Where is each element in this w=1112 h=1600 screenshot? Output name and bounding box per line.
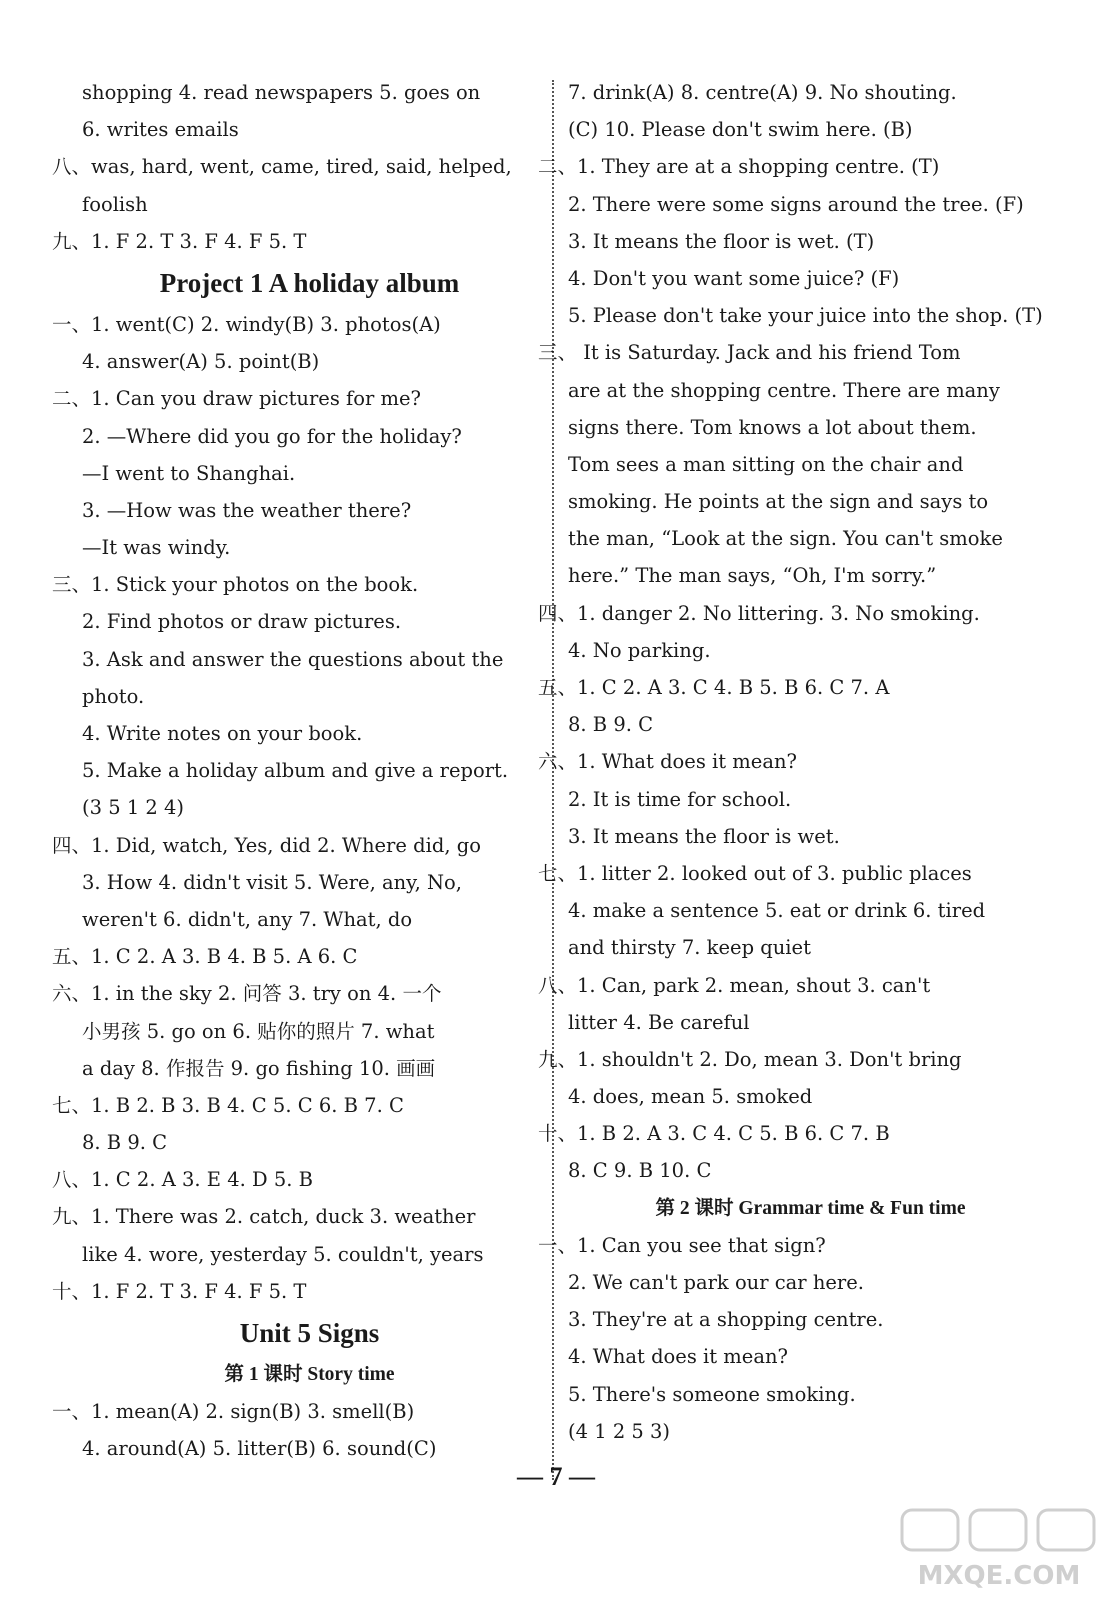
answer-line (568, 1413, 1053, 1450)
line-text: 第 1 课时 Story time (224, 1364, 395, 1385)
line-text: smoking. He points at the sign and says to (568, 490, 989, 514)
line-text: 4. Don't you want some juice? (F) (568, 266, 900, 290)
answer-line (82, 864, 537, 901)
line-text: 4. does, mean 5. smoked (568, 1085, 813, 1109)
line-text: 4. What does it mean? (568, 1345, 788, 1369)
line-text: 一、1. went(C) 2. windy(B) 3. photos(A) (52, 312, 441, 336)
line-text: photo. (82, 684, 145, 708)
answer-line (82, 1050, 537, 1087)
line-text: 四、1. danger 2. No littering. 3. No smoking. (538, 601, 980, 625)
answer-item (52, 1393, 537, 1430)
line-text: 小男孩 5. go on 6. 贴你的照片 7. what (82, 1019, 435, 1043)
line-text: 2. It is time for school. (568, 787, 792, 811)
line-text: 3. It means the floor is wet. (T) (568, 229, 875, 253)
answer-line (82, 715, 537, 752)
answer-line (568, 1004, 1053, 1041)
line-text: 六、1. What does it mean? (538, 750, 797, 774)
line-text: 一、1. Can you see that sign? (538, 1233, 826, 1257)
lesson-subtitle (568, 1190, 1053, 1227)
line-text: litter 4. Be careful (568, 1010, 750, 1034)
line-text: 2. We can't park our car here. (568, 1271, 864, 1294)
answer-line (82, 901, 537, 938)
line-text: 一、1. mean(A) 2. sign(B) 3. smell(B) (52, 1400, 415, 1424)
line-text: foolish (82, 192, 148, 216)
answer-line (82, 752, 537, 789)
line-text: 4. around(A) 5. litter(B) 6. sound(C) (82, 1437, 437, 1461)
answer-item (52, 1273, 537, 1310)
line-text: 3. —How was the weather there? (82, 498, 412, 522)
line-text: 4. Write notes on your book. (82, 722, 363, 745)
line-text: Tom sees a man sitting on the chair and (568, 452, 964, 476)
line-text: —I went to Shanghai. (82, 461, 296, 485)
answer-item (538, 855, 1053, 892)
line-text: 二、1. They are at a shopping centre. (T) (538, 155, 940, 179)
watermark-logo (894, 1504, 1104, 1594)
answer-line (568, 297, 1053, 334)
line-text: a day 8. 作报告 9. go fishing 10. 画画 (82, 1056, 436, 1080)
answer-line (568, 260, 1053, 297)
answer-line (568, 111, 1053, 148)
answer-line (568, 520, 1053, 557)
answer-line (568, 446, 1053, 483)
answer-line (568, 74, 1053, 111)
answer-line (568, 706, 1053, 743)
answer-item (52, 566, 537, 603)
line-text: the man, “Look at the sign. You can't smoke (568, 527, 1003, 551)
section-title (82, 260, 537, 306)
answer-line (82, 111, 537, 148)
line-text: 二、1. Can you draw pictures for me? (52, 387, 422, 411)
line-text: 七、1. B 2. B 3. B 4. C 5. C 6. B 7. C (52, 1093, 404, 1117)
line-text: 5. There's someone smoking. (568, 1382, 856, 1406)
answer-item (52, 975, 537, 1012)
line-text: 八、was, hard, went, came, tired, said, helped, (52, 155, 512, 179)
line-text: 2. Find photos or draw pictures. (82, 610, 402, 634)
line-text: (C) 10. Please don't swim here. (B) (568, 118, 913, 142)
answer-line (82, 492, 537, 529)
lesson-subtitle (82, 1356, 537, 1393)
answer-line (82, 343, 537, 380)
answer-line (568, 483, 1053, 520)
line-text: Unit 5 Signs (239, 1318, 380, 1348)
answer-line (82, 74, 537, 111)
answer-line (568, 557, 1053, 594)
answer-line (82, 418, 537, 455)
answer-item (52, 1161, 537, 1198)
answer-line (568, 223, 1053, 260)
line-text: 十、1. B 2. A 3. C 4. C 5. B 6. C 7. B (538, 1122, 890, 1146)
line-text: 3. They're at a shopping centre. (568, 1308, 884, 1332)
line-text: like 4. wore, yesterday 5. couldn't, years (82, 1242, 484, 1266)
answer-line (82, 603, 537, 640)
answer-item (538, 334, 1053, 371)
answer-item (538, 148, 1053, 185)
answer-item (538, 967, 1053, 1004)
answer-line (82, 641, 537, 678)
answer-item (52, 1198, 537, 1235)
answer-line (82, 529, 537, 566)
line-text: 8. C 9. B 10. C (568, 1159, 712, 1183)
answer-item (538, 595, 1053, 632)
line-text: 第 2 课时 Grammar time & Fun time (655, 1197, 966, 1219)
line-text: 2. There were some signs around the tree. (F) (568, 192, 1024, 216)
answer-line (568, 781, 1053, 818)
left-column (52, 74, 537, 1468)
line-text: 5. Make a holiday album and give a report. (82, 759, 509, 783)
line-text: 六、1. in the sky 2. 问答 3. try on 4. 一个 (52, 982, 442, 1006)
line-text: 三、 It is Saturday. Jack and his friend Tom (538, 341, 961, 365)
line-text: 九、1. shouldn't 2. Do, mean 3. Don't bring (538, 1047, 962, 1071)
answer-item (52, 148, 537, 185)
answer-item (538, 1115, 1053, 1152)
answer-line (568, 1264, 1053, 1301)
answer-line (568, 1078, 1053, 1115)
line-text: 七、1. litter 2. looked out of 3. public places (538, 861, 972, 885)
line-text: weren't 6. didn't, any 7. What, do (82, 907, 413, 931)
line-text: 7. drink(A) 8. centre(A) 9. No shouting. (568, 81, 957, 104)
answer-line (82, 678, 537, 715)
line-text: 3. It means the floor is wet. (568, 824, 840, 848)
line-text: here.” The man says, “Oh, I'm sorry.” (568, 564, 937, 588)
answer-line (82, 186, 537, 223)
line-text: —It was windy. (82, 536, 231, 560)
line-text: 五、1. C 2. A 3. C 4. B 5. B 6. C 7. A (538, 676, 890, 699)
line-text: and thirsty 7. keep quiet (568, 936, 811, 960)
line-text: 8. B 9. C (82, 1131, 168, 1155)
line-text: 4. answer(A) 5. point(B) (82, 350, 320, 374)
answer-item (52, 938, 537, 975)
line-text: 3. Ask and answer the questions about the (82, 647, 504, 671)
line-text: are at the shopping centre. There are many (568, 378, 1000, 402)
answer-line (82, 1236, 537, 1273)
line-text: 九、1. There was 2. catch, duck 3. weather (52, 1205, 476, 1229)
answer-item (538, 743, 1053, 780)
answer-line (568, 409, 1053, 446)
answer-item (52, 223, 537, 260)
answer-line (82, 455, 537, 492)
line-text: 4. No parking. (568, 638, 711, 662)
watermark-text: MXQE.COM (917, 1561, 1081, 1591)
line-text: 九、1. F 2. T 3. F 4. F 5. T (52, 229, 307, 253)
section-title (82, 1310, 537, 1356)
answer-line (82, 789, 537, 826)
answer-line (568, 929, 1053, 966)
page-number: — 7 — (517, 1462, 595, 1491)
answer-line (568, 186, 1053, 223)
answer-line (568, 1152, 1053, 1189)
answer-line (568, 372, 1053, 409)
line-text: 十、1. F 2. T 3. F 4. F 5. T (52, 1279, 307, 1303)
line-text: shopping 4. read newspapers 5. goes on (82, 81, 481, 104)
line-text: 2. —Where did you go for the holiday? (82, 424, 462, 448)
answer-line (82, 1013, 537, 1050)
line-text: Project 1 A holiday album (159, 267, 460, 298)
line-text: 6. writes emails (82, 118, 239, 142)
answer-item (538, 1227, 1053, 1264)
answer-line (568, 1376, 1053, 1413)
line-text: 五、1. C 2. A 3. B 4. B 5. A 6. C (52, 945, 358, 969)
line-text: 4. make a sentence 5. eat or drink 6. tired (568, 899, 986, 923)
right-column (538, 74, 1053, 1450)
answer-line (568, 892, 1053, 929)
answer-line (568, 1338, 1053, 1375)
answer-item (538, 669, 1053, 706)
line-text: 8. B 9. C (568, 713, 654, 737)
answer-item (52, 827, 537, 864)
line-text: 四、1. Did, watch, Yes, did 2. Where did, go (52, 833, 481, 857)
line-text: (3 5 1 2 4) (82, 796, 185, 820)
answer-item (52, 1087, 537, 1124)
line-text: 5. Please don't take your juice into the shop. (T) (568, 304, 1043, 328)
answer-item (538, 1041, 1053, 1078)
line-text: signs there. Tom knows a lot about them. (568, 415, 977, 439)
line-text: 三、1. Stick your photos on the book. (52, 573, 419, 597)
answer-line (82, 1124, 537, 1161)
answer-line (568, 818, 1053, 855)
line-text: 八、1. C 2. A 3. E 4. D 5. B (52, 1168, 314, 1192)
line-text: (4 1 2 5 3) (568, 1419, 671, 1443)
line-text: 八、1. Can, park 2. mean, shout 3. can't (538, 973, 931, 997)
answer-item (52, 306, 537, 343)
line-text: 3. How 4. didn't visit 5. Were, any, No, (82, 870, 462, 894)
answer-line (568, 1301, 1053, 1338)
answer-item (52, 380, 537, 417)
answer-line (568, 632, 1053, 669)
